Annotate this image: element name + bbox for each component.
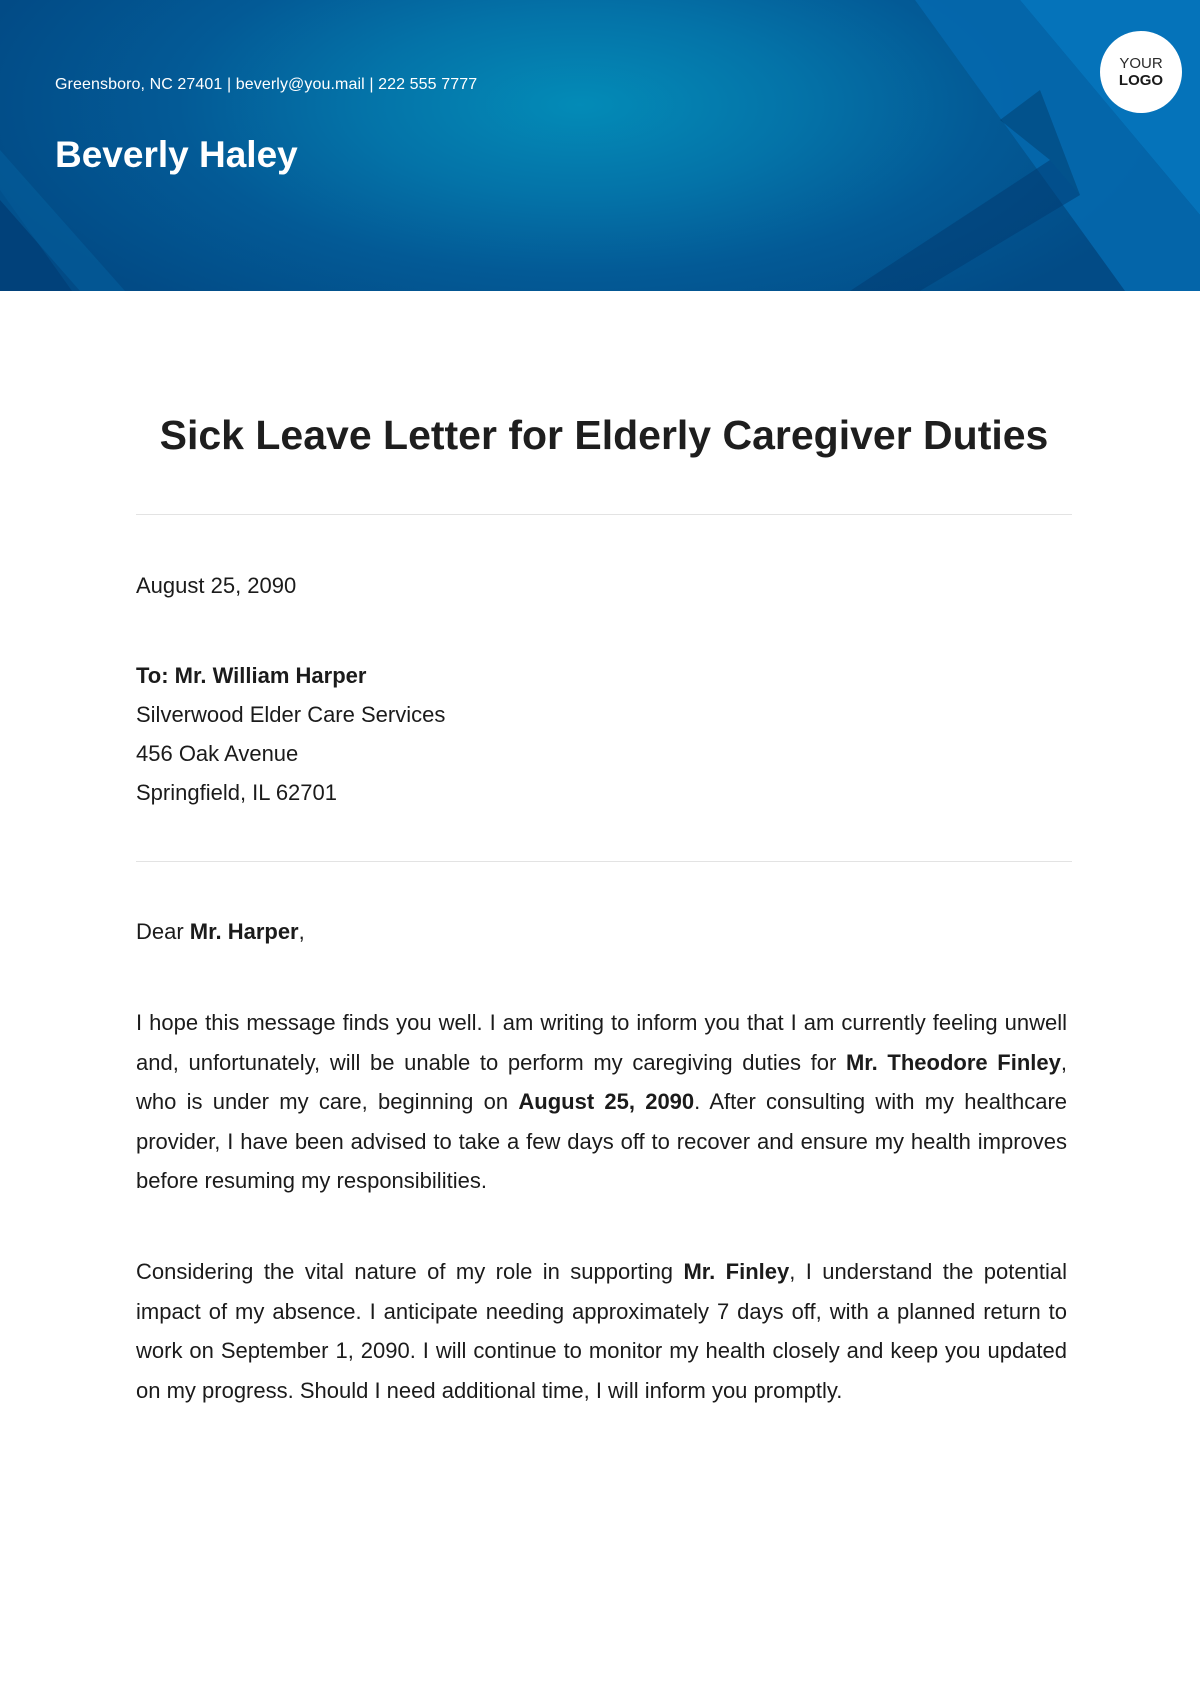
salutation-name: Mr. Harper: [189, 919, 299, 944]
header-banner: [0, 0, 1200, 291]
salutation-suffix: ,: [298, 919, 305, 944]
logo-line-2: LOGO: [1118, 72, 1164, 89]
paragraph-bold: Mr. Finley: [683, 1259, 790, 1284]
logo: [1100, 31, 1182, 113]
recipient-street: 456 Oak Avenue: [136, 741, 299, 766]
paragraph-text: , I understand the potential impact of my absence. I anticipate needing approximately 7 days off, with a planned return to work on September 1, 2090. I will continue to monitor my health closely and keep you updated on my progress. Should I need additional time, I will inform you promptly.: [136, 1259, 1067, 1403]
letter-date: August 25, 2090: [136, 573, 297, 598]
paragraph-text: I hope this message finds you well. I am writing to inform you that I am currently feeling unwell and, unfortunately, will be unable to perform my caregiving duties for: [136, 1010, 1067, 1075]
sender-name: Beverly Haley: [55, 134, 298, 175]
paragraph-bold: August 25, 2090: [518, 1089, 695, 1114]
paragraph-text: , who is under my care, beginning on: [136, 1049, 1067, 1114]
paragraph-bold: Mr. Theodore Finley: [845, 1049, 1061, 1075]
paragraph-text: Considering the vital nature of my role in supporting: [136, 1259, 684, 1284]
paragraph-text: . After consulting with my healthcare provider, I have been advised to take a few days off to recover and ensure my health improves before resuming my responsibilities.: [136, 1089, 1068, 1193]
logo-line-1: YOUR: [1119, 55, 1163, 72]
body-paragraph-2: [136, 1252, 1067, 1410]
document-title: Sick Leave Letter for Elderly Caregiver Duties: [159, 412, 1049, 458]
recipient-to: To: Mr. William Harper: [136, 663, 367, 688]
divider: [136, 514, 1072, 515]
body-paragraph-1: [136, 1003, 1067, 1201]
divider: [136, 861, 1072, 862]
recipient-city: Springfield, IL 62701: [136, 780, 337, 805]
salutation: [136, 912, 305, 951]
recipient-organization: Silverwood Elder Care Services: [136, 702, 446, 727]
salutation-prefix: Dear: [136, 919, 190, 944]
sender-contact: Greensboro, NC 27401 | beverly@you.mail | 222 555 7777: [55, 76, 478, 93]
